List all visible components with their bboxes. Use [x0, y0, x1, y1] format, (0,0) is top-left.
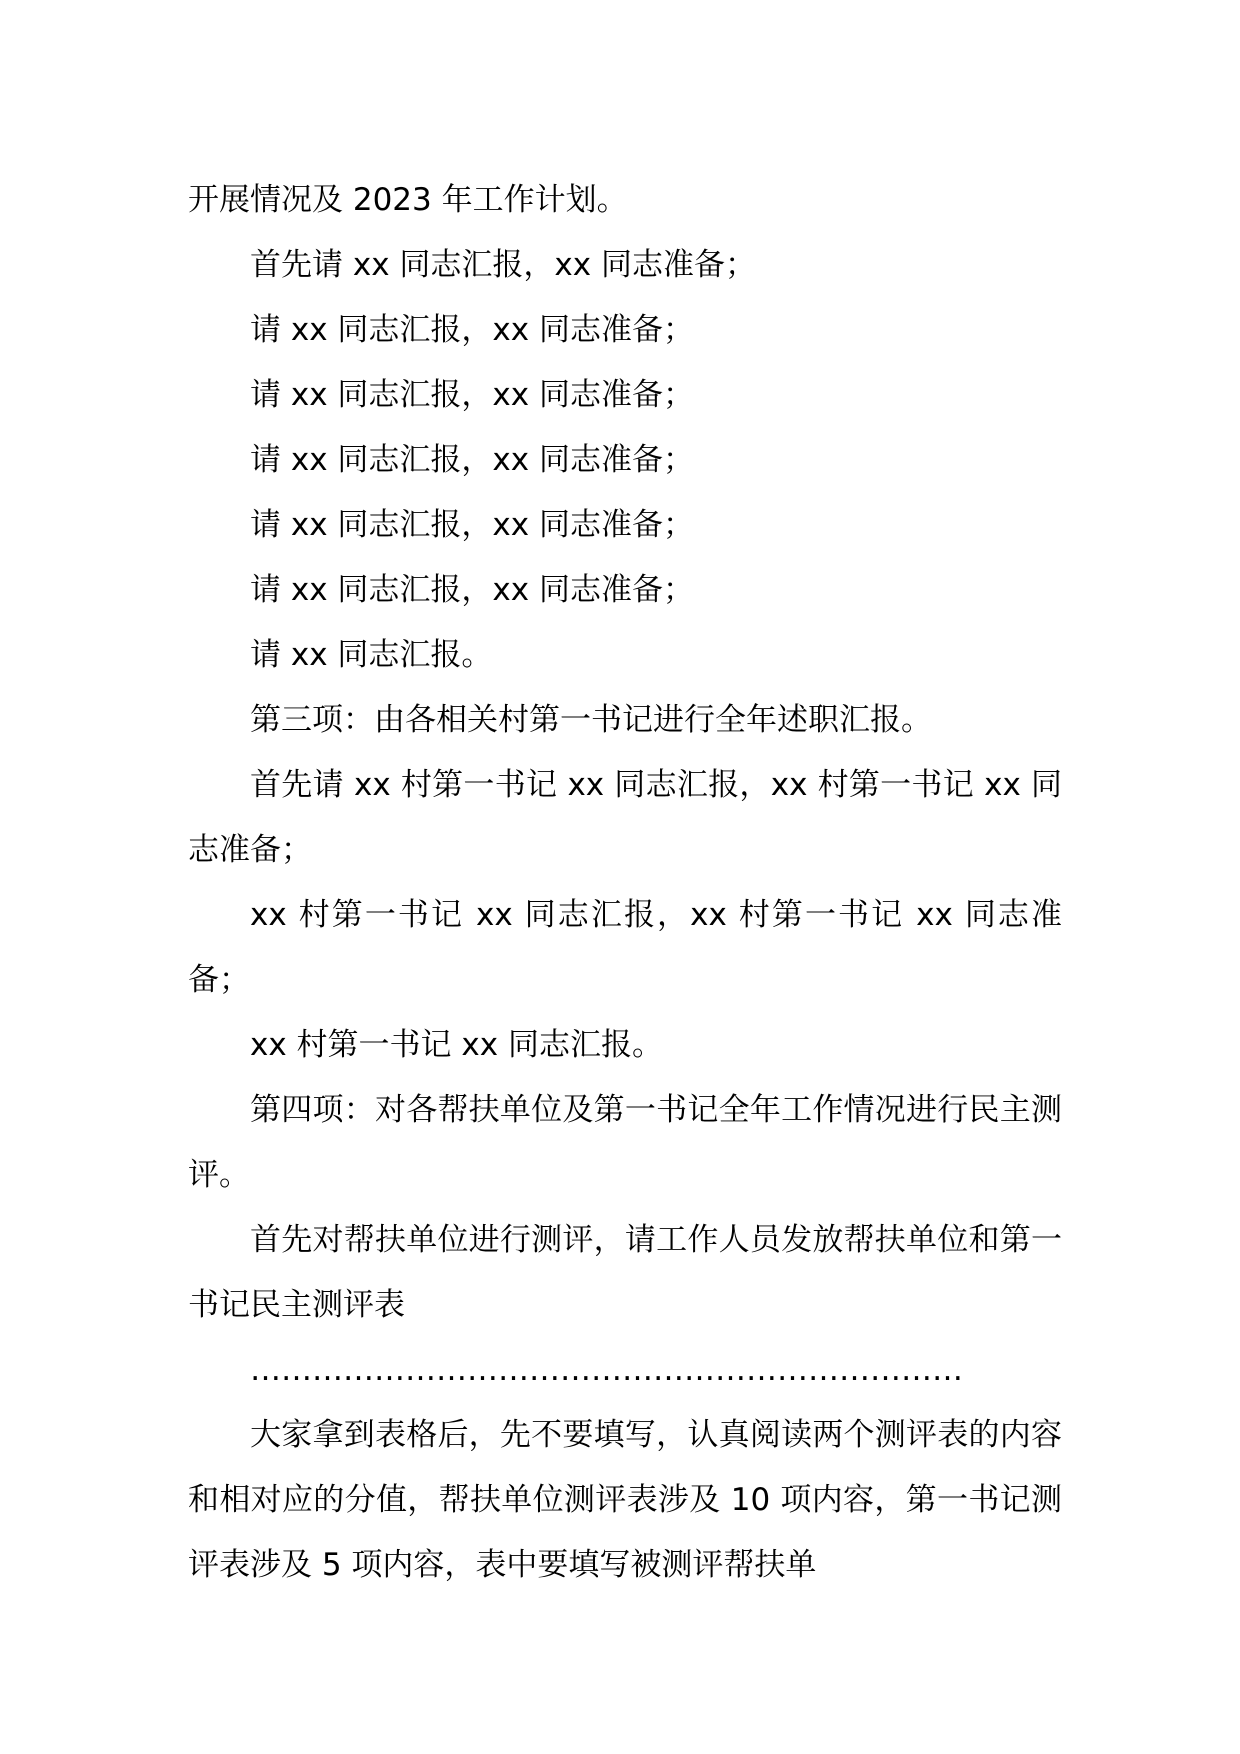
paragraph-report: 请 xx 同志汇报，xx 同志准备； [250, 442, 694, 478]
paragraph-secretary-first-report: 首先请 xx 村第一书记 xx 同志汇报，xx 村第一书记 xx 同志准备； [188, 767, 1062, 868]
ellipsis-separator: …………………………………………………………… [250, 1352, 963, 1388]
paragraph-item-four: 第四项：对各帮扶单位及第一书记全年工作情况进行民主测评。 [188, 1092, 1062, 1193]
paragraph-secretary-report: xx 村第一书记 xx 同志汇报，xx 村第一书记 xx 同志准备； [188, 897, 1062, 998]
paragraph-evaluation-start: 首先对帮扶单位进行测评，请工作人员发放帮扶单位和第一书记民主测评表 [188, 1222, 1062, 1323]
paragraph-report: 请 xx 同志汇报，xx 同志准备； [250, 312, 694, 348]
paragraph-first-report: 首先请 xx 同志汇报，xx 同志准备； [250, 247, 756, 283]
paragraph-form-instructions: 大家拿到表格后，先不要填写，认真阅读两个测评表的内容和相对应的分值，帮扶单位测评表涉及 10 项内容，第一书记测评表涉及 5 项内容，表中要填写被测评帮扶单 [188, 1417, 1062, 1583]
paragraph-item-three: 第三项：由各相关村第一书记进行全年述职汇报。 [250, 702, 932, 738]
paragraph-report: 请 xx 同志汇报，xx 同志准备； [250, 572, 694, 608]
paragraph-last-report: 请 xx 同志汇报。 [250, 637, 493, 673]
document-page [188, 168, 1062, 1598]
paragraph-work-plan: 开展情况及 2023 年工作计划。 [188, 182, 628, 218]
paragraph-secretary-last-report: xx 村第一书记 xx 同志汇报。 [250, 1027, 663, 1063]
paragraph-report: 请 xx 同志汇报，xx 同志准备； [250, 507, 694, 543]
paragraph-report: 请 xx 同志汇报，xx 同志准备； [250, 377, 694, 413]
